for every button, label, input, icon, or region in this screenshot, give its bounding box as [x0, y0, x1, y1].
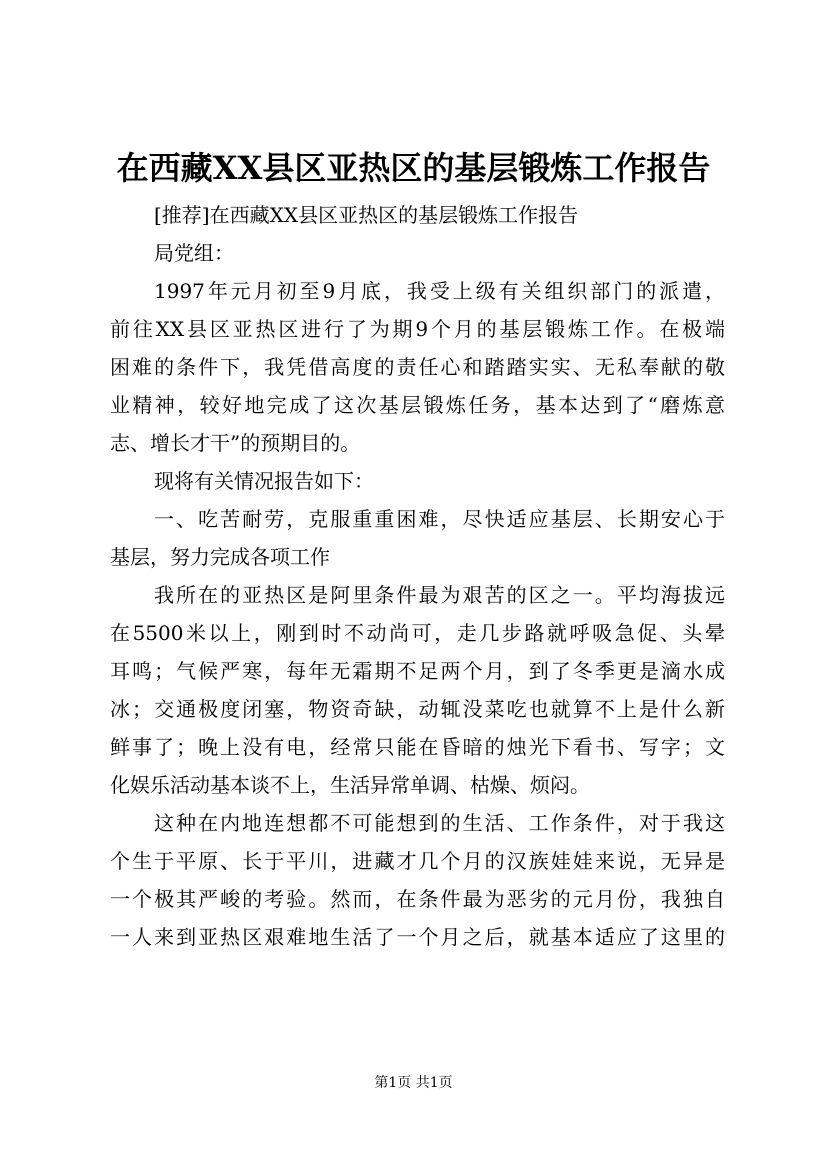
body-line: 一、吃苦耐劳，克服重重困难，尽快适应基层、长期安心于	[154, 507, 725, 531]
document-title: 在西藏XX县区亚热区的基层锻炼工作报告	[116, 149, 711, 187]
body-line: 前往XX县区亚热区进行了为期9个月的基层锻炼工作。在极端	[110, 317, 725, 341]
body-line: 在5500米以上，刚到时不动尚可，走几步路就呼吸急促、头晕	[110, 621, 725, 645]
body-line: 业精神，较好地完成了这次基层锻炼任务，基本达到了“磨炼意	[110, 393, 725, 417]
body-line: 现将有关情况报告如下：	[154, 469, 374, 493]
body-line: 志、增长才干”的预期目的。	[110, 431, 361, 455]
document-body	[110, 196, 725, 956]
body-line: 这种在内地连想都不可能想到的生活、工作条件，对于我这	[154, 811, 725, 835]
page-footer: 第1页 共1页	[374, 1075, 453, 1091]
body-line: 耳鸣；气候严寒，每年无霜期不足两个月，到了冬季更是滴水成	[110, 659, 725, 683]
body-line: [推荐]在西藏XX县区亚热区的基层锻炼工作报告	[154, 203, 579, 227]
body-line: 局党组：	[154, 241, 234, 265]
body-line: 我所在的亚热区是阿里条件最为艰苦的区之一。平均海拔远	[154, 583, 725, 607]
body-line: 一个极其严峻的考验。然而，在条件最为恶劣的元月份，我独自	[110, 887, 725, 911]
body-line: 化娱乐活动基本谈不上，生活异常单调、枯燥、烦闷。	[110, 773, 590, 797]
body-line: 一人来到亚热区艰难地生活了一个月之后，就基本适应了这里的	[110, 925, 725, 949]
body-line: 困难的条件下，我凭借高度的责任心和踏踏实实、无私奉献的敬	[110, 355, 725, 379]
body-line: 基层，努力完成各项工作	[110, 545, 330, 569]
body-line: 1997年元月初至9月底，我受上级有关组织部门的派遣，	[154, 279, 725, 303]
body-line: 个生于平原、长于平川，进藏才几个月的汉族娃娃来说，无异是	[110, 849, 725, 873]
body-line: 冰；交通极度闭塞，物资奇缺，动辄没菜吃也就算不上是什么新	[110, 697, 725, 721]
body-line: 鲜事了；晚上没有电，经常只能在昏暗的烛光下看书、写字；文	[110, 735, 725, 759]
